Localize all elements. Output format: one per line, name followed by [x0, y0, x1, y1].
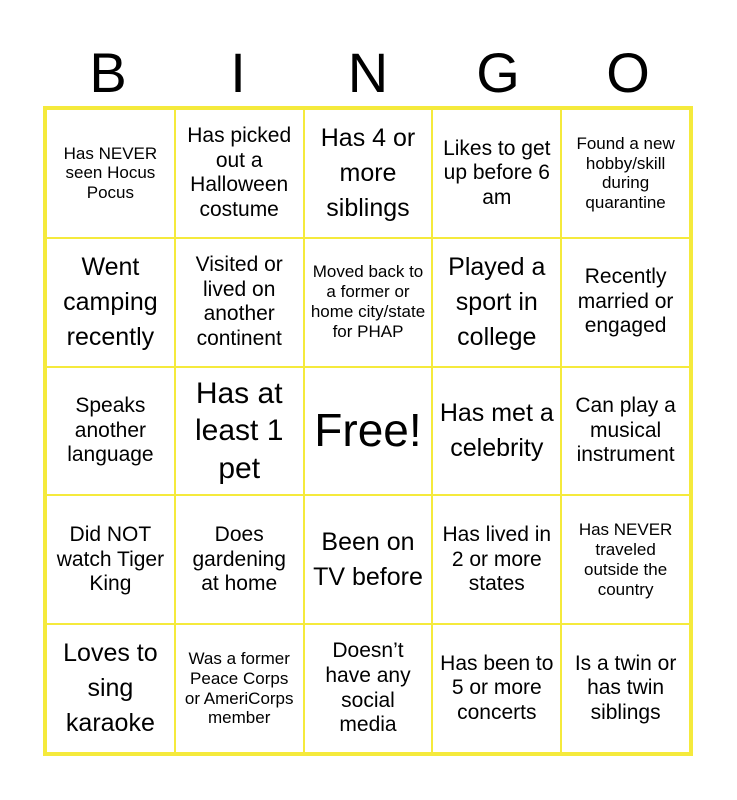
- bingo-cell[interactable]: Loves to sing karaoke: [46, 624, 175, 753]
- bingo-cell[interactable]: Visited or lived on another continent: [175, 238, 304, 367]
- bingo-cell[interactable]: Has at least 1 pet: [175, 367, 304, 496]
- bingo-cell[interactable]: Was a former Peace Corps or AmeriCorps member: [175, 624, 304, 753]
- board-row: [46, 367, 690, 496]
- board-row: [46, 624, 690, 753]
- board-row: [46, 495, 690, 624]
- bingo-cell[interactable]: Is a twin or has twin siblings: [561, 624, 690, 753]
- bingo-header: [43, 40, 693, 106]
- bingo-cell[interactable]: Has picked out a Halloween costume: [175, 109, 304, 238]
- bingo-cell[interactable]: Did NOT watch Tiger King: [46, 495, 175, 624]
- header-letter-i: I: [230, 41, 246, 104]
- bingo-board: [43, 106, 693, 756]
- header-letter-n: N: [347, 41, 389, 104]
- bingo-cell[interactable]: Went camping recently: [46, 238, 175, 367]
- header-letter-g: G: [476, 41, 520, 104]
- bingo-cell[interactable]: Has NEVER traveled outside the country: [561, 495, 690, 624]
- bingo-cell[interactable]: Has NEVER seen Hocus Pocus: [46, 109, 175, 238]
- bingo-cell[interactable]: Doesn’t have any social media: [304, 624, 433, 753]
- bingo-cell[interactable]: Has lived in 2 or more states: [432, 495, 561, 624]
- bingo-cell[interactable]: Found a new hobby/skill during quarantine: [561, 109, 690, 238]
- bingo-cell[interactable]: Moved back to a former or home city/state for PHAP: [304, 238, 433, 367]
- header-letter-o: O: [606, 41, 650, 104]
- board-row: [46, 238, 690, 367]
- bingo-cell[interactable]: Does gardening at home: [175, 495, 304, 624]
- bingo-cell[interactable]: Has been to 5 or more concerts: [432, 624, 561, 753]
- bingo-cell[interactable]: Played a sport in college: [432, 238, 561, 367]
- bingo-cell[interactable]: Been on TV before: [304, 495, 433, 624]
- bingo-cell[interactable]: Has met a celebrity: [432, 367, 561, 496]
- bingo-cell[interactable]: Has 4 or more siblings: [304, 109, 433, 238]
- bingo-cell[interactable]: Speaks another language: [46, 367, 175, 496]
- bingo-cell[interactable]: Can play a musical instrument: [561, 367, 690, 496]
- bingo-cell[interactable]: Likes to get up before 6 am: [432, 109, 561, 238]
- bingo-cell[interactable]: Recently married or engaged: [561, 238, 690, 367]
- board-row: [46, 109, 690, 238]
- free-space-cell[interactable]: Free!: [304, 367, 433, 496]
- header-letter-b: B: [89, 41, 127, 104]
